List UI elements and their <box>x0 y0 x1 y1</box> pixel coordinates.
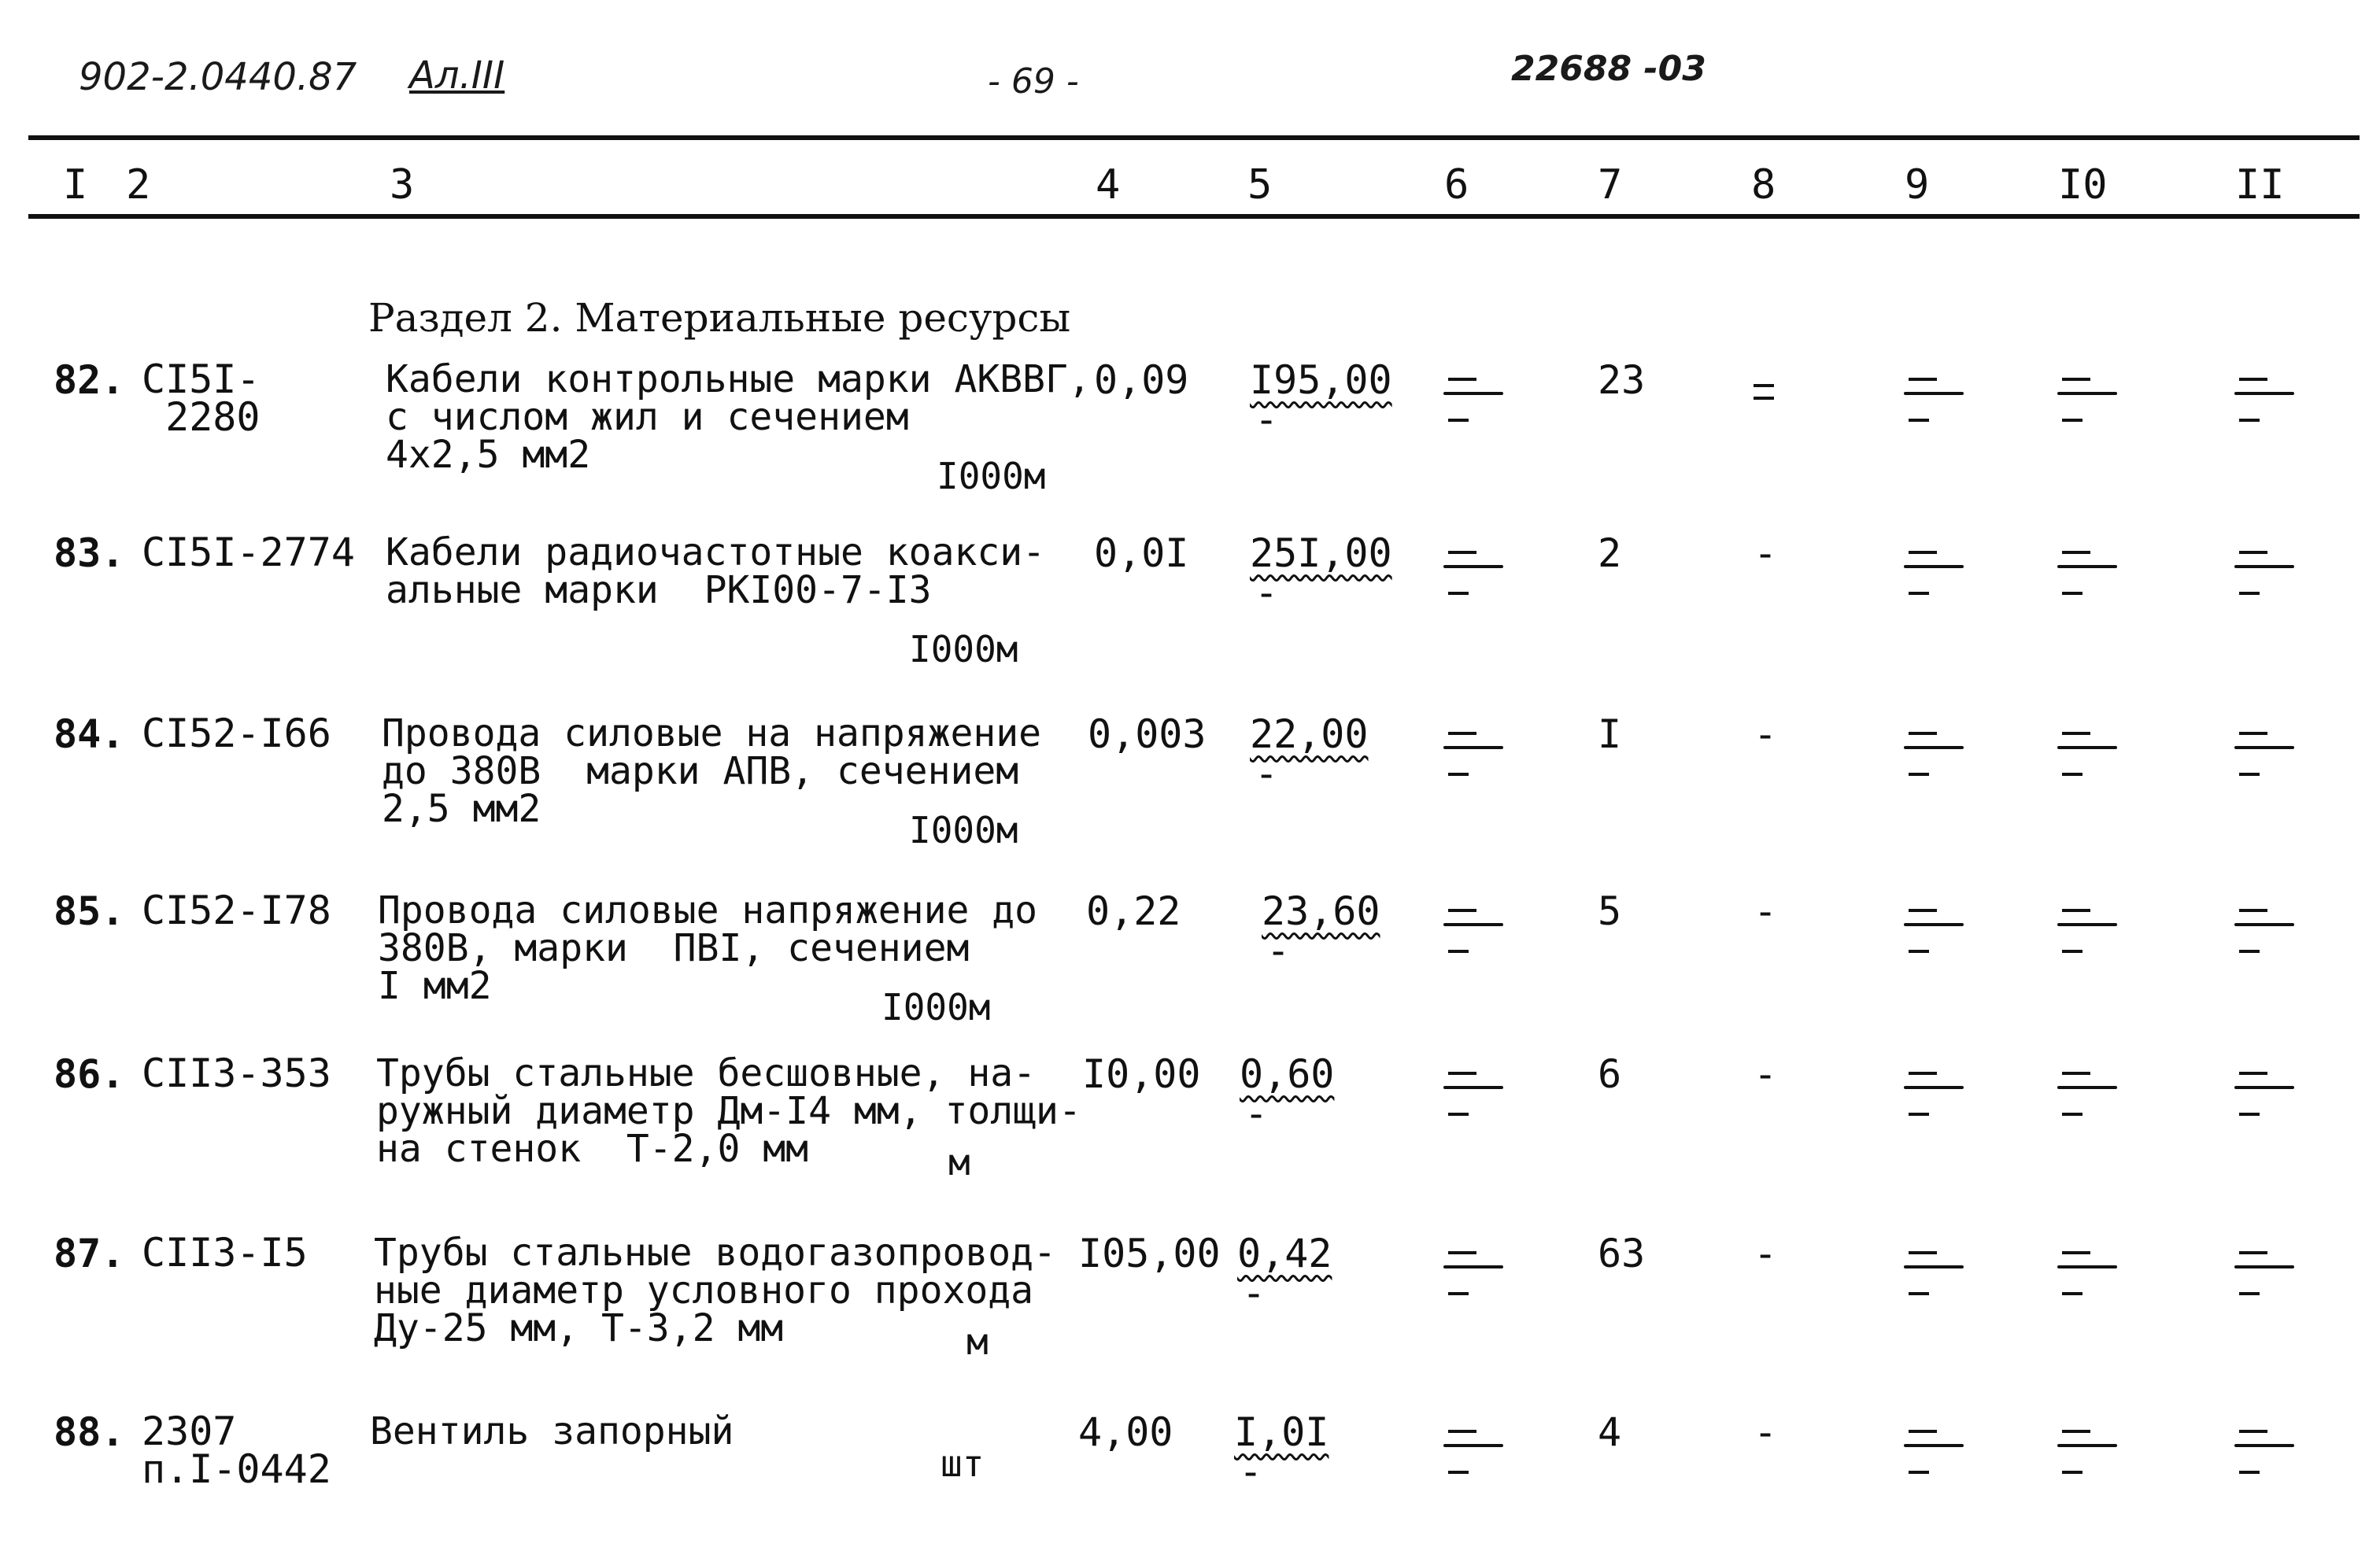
price-value: I95,00 <box>1250 357 1392 403</box>
quantity-value: 0,22 <box>1086 888 1181 934</box>
section-title: Раздел 2. Материальные ресурсы <box>368 295 1071 341</box>
dash-mark <box>1901 1412 1968 1460</box>
column-7-value: 4 <box>1598 1409 1622 1455</box>
sub-dash: - <box>1242 1270 1266 1316</box>
resource-description: Трубы стальные водогазопровод- ные диаметр условного прохода Ду-25 мм, Т-3,2 мм <box>374 1231 1056 1350</box>
dash-mark <box>1901 715 1968 762</box>
column-7-value: 63 <box>1598 1231 1646 1276</box>
unit-of-measure: I000м <box>881 986 991 1028</box>
unit-of-measure: I000м <box>909 809 1018 851</box>
unit-of-measure: I000м <box>937 455 1046 497</box>
resource-code: CI5I-2774 <box>142 530 355 575</box>
column-7-value: I <box>1598 711 1622 757</box>
dash-mark <box>2054 1054 2122 1102</box>
row-number: 87. <box>54 1231 125 1276</box>
dash-mark <box>1440 1412 1508 1460</box>
column-8-value: - <box>1754 1231 1778 1276</box>
quantity-value: 0,0I <box>1094 530 1189 576</box>
resource-code: CI5I- 2280 <box>142 356 261 440</box>
header-top-rule <box>28 135 2360 140</box>
dash-mark <box>2054 1412 2122 1460</box>
column-number: 2 <box>126 161 151 209</box>
dash-mark <box>2054 534 2122 581</box>
column-8-value: - <box>1754 530 1778 576</box>
dash-mark <box>1440 1234 1508 1281</box>
column-8-value: - <box>1754 1051 1778 1097</box>
sub-dash: - <box>1266 928 1291 973</box>
sub-dash: - <box>1244 1091 1269 1136</box>
dash-mark <box>2231 715 2299 762</box>
resource-code: CI52-I78 <box>142 888 331 933</box>
column-7-value: 6 <box>1598 1051 1622 1097</box>
dash-mark <box>2231 360 2299 408</box>
quantity-value: 4,00 <box>1078 1409 1173 1455</box>
column-number: 5 <box>1247 161 1273 209</box>
dash-mark <box>2231 892 2299 939</box>
resource-description: Кабели контрольные марки АКВВГ, с числом жил и сечением 4х2,5 мм2 <box>386 357 1091 477</box>
dash-mark <box>1440 360 1508 408</box>
price-value: I,0I <box>1234 1409 1329 1455</box>
dash-mark <box>1440 1054 1508 1102</box>
resource-code: CII3-353 <box>142 1051 331 1096</box>
resource-description: Трубы стальные бесшовные, на- ружный диаметр Дм-I4 мм, толщи- на стенок Т-2,0 мм <box>376 1051 1081 1171</box>
sub-dash: - <box>1239 1449 1263 1494</box>
quantity-value: 0,003 <box>1088 711 1207 757</box>
resource-code: CI52-I66 <box>142 711 331 756</box>
album-number: Ал.III <box>409 54 505 98</box>
column-number: 3 <box>390 161 415 209</box>
dash-mark <box>1901 360 1968 408</box>
project-number: 22688 -03 <box>1511 49 1706 89</box>
quantity-value: I05,00 <box>1078 1231 1221 1276</box>
unit-of-measure: шт <box>941 1442 985 1485</box>
column-7-value: 23 <box>1598 357 1646 403</box>
column-8-value: - <box>1754 711 1778 757</box>
column-7-value: 5 <box>1598 888 1622 934</box>
column-number: 9 <box>1905 161 1930 209</box>
dash-mark <box>1440 715 1508 762</box>
column-8-value: - <box>1754 888 1778 934</box>
column-number: I0 <box>2058 161 2108 209</box>
resource-description: Кабели радиочастотные коакси- альные марки РКI00-7-I3 <box>386 530 1046 612</box>
dash-mark <box>2054 715 2122 762</box>
sub-dash: - <box>1255 397 1279 442</box>
unit-of-measure: I000м <box>909 628 1018 670</box>
column-number: 4 <box>1096 161 1121 209</box>
dash-mark <box>2231 1234 2299 1281</box>
resource-code: CII3-I5 <box>142 1230 308 1276</box>
dash-mark <box>1901 892 1968 939</box>
column-number: 6 <box>1444 161 1469 209</box>
resource-code: 2307 п.I-0442 <box>142 1409 331 1492</box>
quantity-value: 0,09 <box>1094 357 1189 403</box>
dash-mark <box>1440 892 1508 939</box>
dash-mark <box>2054 1234 2122 1281</box>
row-number: 82. <box>54 357 125 403</box>
price-value: 25I,00 <box>1250 530 1392 576</box>
column-7-value: 2 <box>1598 530 1622 576</box>
sub-dash: - <box>1255 570 1279 615</box>
unit-of-measure: м <box>948 1141 970 1184</box>
resource-description: Провода силовые на напряжение до 380В марки АПВ, сечением 2,5 мм2 <box>382 711 1042 831</box>
dash-mark <box>2231 1054 2299 1102</box>
dash-mark <box>1901 1234 1968 1281</box>
column-8-value: - <box>1754 1409 1778 1455</box>
resource-description: Вентиль запорный <box>370 1409 734 1453</box>
price-value: 0,60 <box>1240 1051 1335 1097</box>
dash-mark <box>1901 1054 1968 1102</box>
dash-mark <box>2054 360 2122 408</box>
column-number: II <box>2235 161 2285 209</box>
dash-mark <box>1901 534 1968 581</box>
row-number: 85. <box>54 888 125 934</box>
dash-mark <box>2231 1412 2299 1460</box>
equals-mark <box>1754 375 1777 406</box>
row-number: 84. <box>54 711 125 757</box>
price-value: 22,00 <box>1250 711 1369 757</box>
row-number: 83. <box>54 530 125 576</box>
column-number: 8 <box>1751 161 1776 209</box>
header-bottom-rule <box>28 214 2360 219</box>
page-number: - 69 - <box>988 61 1079 102</box>
dash-mark <box>2054 892 2122 939</box>
resource-description: Провода силовые напряжение до 380В, марки ПВI, сечением I мм2 <box>378 888 1038 1008</box>
row-number: 88. <box>54 1409 125 1455</box>
dash-mark <box>2231 534 2299 581</box>
dash-mark <box>1440 534 1508 581</box>
column-number: I <box>63 161 88 209</box>
price-value: 23,60 <box>1262 888 1380 934</box>
unit-of-measure: м <box>966 1320 989 1363</box>
document-code: 902-2.0440.87 <box>79 55 357 99</box>
quantity-value: I0,00 <box>1082 1051 1201 1097</box>
price-value: 0,42 <box>1237 1231 1332 1276</box>
row-number: 86. <box>54 1051 125 1097</box>
sub-dash: - <box>1255 751 1279 796</box>
column-number: 7 <box>1598 161 1623 209</box>
